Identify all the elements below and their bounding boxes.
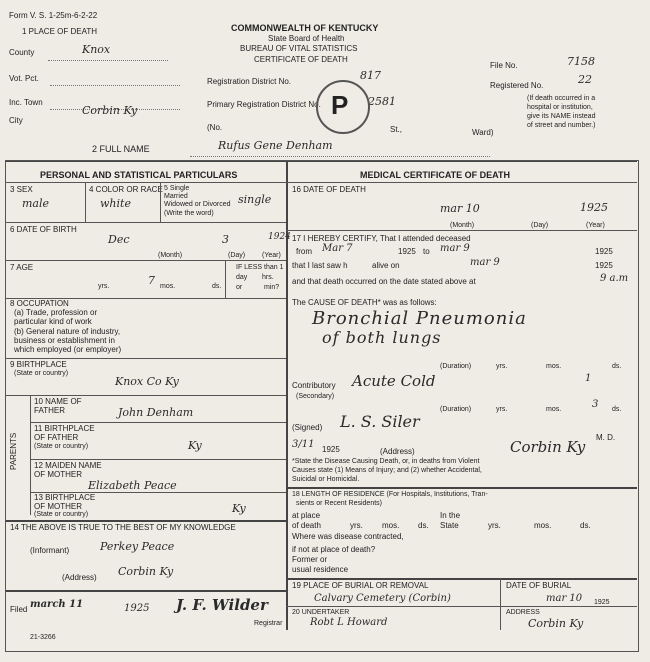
occupation-b-2: business or establishment in	[14, 336, 115, 345]
informant-address-value: Corbin Ky	[118, 565, 174, 578]
duration-ds-2: ds.	[612, 406, 622, 413]
stamp-letter: P	[331, 90, 349, 120]
birth-year-caption: (Year)	[262, 252, 281, 259]
mother-name-value: Elizabeth Peace	[88, 479, 177, 492]
birth-day-caption: (Day)	[228, 252, 246, 259]
residence-state: State	[440, 521, 459, 530]
age-label: 7 AGE	[10, 263, 34, 272]
marital-label-3: Widowed or Divorced	[164, 201, 231, 208]
vot-pct-label: Vot. Pct.	[9, 74, 39, 83]
duration-mos-2: mos.	[546, 406, 562, 413]
duration-ds-value: 3	[592, 399, 599, 410]
marital-label-4: (Write the word)	[164, 210, 214, 217]
informant-label: (Informant)	[30, 546, 70, 555]
if-less-4: or	[236, 284, 243, 291]
duration-ds-1: ds.	[612, 363, 622, 370]
cause-note-3: Suicidal or Homicidal.	[292, 476, 360, 483]
registration-district-value: 817	[360, 69, 381, 82]
hospital-note-3: give its NAME instead	[527, 113, 596, 120]
footer-code: 21-3266	[30, 634, 56, 641]
signed-address-label: (Address)	[380, 447, 415, 456]
mother-birthplace-label-1: 13 BIRTHPLACE	[34, 493, 96, 502]
residence-former: Former or	[292, 555, 328, 564]
birth-day: 3	[222, 233, 229, 246]
residence-usual: usual residence	[292, 565, 349, 574]
certify-to-year: 1925	[595, 247, 613, 256]
residence-of-death: of death	[292, 521, 321, 530]
hospital-note-2: hospital or institution,	[527, 104, 593, 111]
sex-label: 3 SEX	[10, 185, 33, 194]
death-month-caption: (Month)	[450, 222, 475, 229]
registrar-signature: J. F. Wilder	[176, 596, 268, 614]
birth-month-caption: (Month)	[158, 252, 183, 259]
contributory-sub: (Secondary)	[296, 393, 335, 400]
personal-header: PERSONAL AND STATISTICAL PARTICULARS	[40, 170, 238, 180]
undertaker-address-value: Corbin Ky	[528, 617, 584, 630]
undertaker-value: Robt L Howard	[310, 617, 388, 628]
undertaker-address-label: ADDRESS	[506, 609, 540, 616]
hospital-note-1: (If death occurred in a	[527, 95, 596, 102]
death-occurred-label: and that death occurred on the date stated above at	[292, 277, 476, 286]
county-label: County	[9, 48, 35, 57]
primary-registration-value: 2581	[368, 95, 396, 108]
birthplace-label: 9 BIRTHPLACE	[10, 360, 67, 369]
md-label: M. D.	[596, 433, 616, 442]
full-name-label: 2 FULL NAME	[92, 144, 150, 154]
age-mos-label: mos.	[160, 283, 176, 290]
registration-district-label: Registration District No.	[207, 77, 292, 86]
residence-line-2: sients or Recent Residents)	[296, 500, 382, 507]
death-time-value: 9 a.m	[600, 273, 629, 284]
file-no-value: 7158	[567, 55, 595, 68]
certify-from-label: from	[296, 247, 312, 256]
color-label: 4 COLOR OR RACE	[89, 185, 163, 194]
cause-line-1: Bronchial Pneumonia	[312, 308, 527, 329]
filed-year-value: 1925	[124, 603, 150, 614]
if-less-1: IF LESS than 1	[236, 264, 284, 271]
birthplace-sub: (State or country)	[14, 370, 69, 377]
father-birthplace-value: Ky	[188, 439, 202, 452]
informant-header: 14 THE ABOVE IS TRUE TO THE BEST OF MY KNOWLEDGE	[10, 523, 236, 532]
ward-label: Ward)	[472, 128, 494, 137]
burial-place-value: Calvary Cemetery (Corbin)	[314, 593, 451, 604]
marital-value: single	[238, 193, 272, 206]
mother-birthplace-label-3: (State or country)	[34, 511, 89, 518]
if-less-3: hrs.	[262, 274, 274, 281]
occupation-a-2: particular kind of work	[14, 317, 92, 326]
age-months-value: 7	[148, 274, 155, 287]
cause-note-2: Causes state (1) Means of Injury; and (2) whether Accidental,	[292, 467, 482, 474]
burial-date-value: mar 10	[546, 593, 583, 604]
street-no-label: (No.	[207, 123, 223, 132]
contributory-value: Acute Cold	[352, 372, 436, 390]
father-name-label-1: 10 NAME OF	[34, 397, 82, 406]
residence-state-yrs: yrs.	[488, 521, 501, 530]
duration-label-2: (Duration)	[440, 406, 472, 413]
mother-birthplace-value: Ky	[232, 502, 246, 515]
birth-date-label: 6 DATE OF BIRTH	[10, 225, 77, 234]
file-no-label: File No.	[490, 61, 518, 70]
alive-on-year: 1925	[595, 261, 613, 270]
occupation-label: 8 OCCUPATION	[10, 299, 69, 308]
cause-line-2: of both lungs	[322, 328, 442, 347]
contributory-label: Contributory	[292, 381, 336, 390]
alive-on-label-2: alive on	[372, 261, 400, 270]
contributory-mos-value: 1	[585, 373, 592, 384]
if-less-2: day	[236, 274, 248, 281]
sex-value: male	[22, 197, 50, 210]
parents-side-label: PARENTS	[9, 432, 18, 470]
form-number: Form V. S. 1-25m-6-2-22	[9, 11, 98, 20]
residence-yrs: yrs.	[350, 521, 363, 530]
full-name-value: Rufus Gene Denham	[218, 139, 333, 152]
county-value: Knox	[82, 43, 111, 56]
bureau-label: BUREAU OF VITAL STATISTICS	[240, 44, 358, 53]
residence-line-1: 18 LENGTH OF RESIDENCE (For Hospitals, Institutions, Tran-	[292, 491, 488, 498]
certify-from-value: Mar 7	[322, 243, 353, 254]
street-label: St.,	[390, 125, 403, 134]
filed-label: Filed	[10, 605, 28, 614]
signed-label: (Signed)	[292, 423, 323, 432]
burial-year-value: 1925	[594, 599, 610, 606]
father-birthplace-label-2: OF FATHER	[34, 433, 79, 442]
residence-at-place: at place	[292, 511, 321, 520]
death-date-label: 16 DATE OF DEATH	[292, 185, 366, 194]
certify-line: 17 I HEREBY CERTIFY, That I attended deceased	[292, 234, 471, 243]
filed-date-value: march 11	[30, 599, 84, 610]
death-date-value: mar 10	[440, 202, 480, 215]
father-name-value: John Denham	[118, 406, 194, 419]
occupation-b-1: (b) General nature of industry,	[14, 327, 121, 336]
death-year-value: 1925	[580, 201, 608, 214]
duration-mos-1: mos.	[546, 363, 562, 370]
signed-year: 1925	[322, 445, 340, 454]
birth-year: 1924	[268, 232, 291, 242]
cause-note-1: *State the Disease Causing Death, or, in deaths from Violent	[292, 458, 480, 465]
residence-in-the: In the	[440, 511, 461, 520]
marital-label-2: Married	[164, 193, 188, 200]
cause-label: The CAUSE OF DEATH* was as follows:	[292, 298, 437, 307]
residence-not-at-place: if not at place of death?	[292, 545, 376, 554]
city-label: City	[9, 116, 23, 125]
undertaker-label: 20 UNDERTAKER	[292, 609, 350, 616]
marital-label-1: 5 Single	[164, 185, 190, 192]
informant-address-label: (Address)	[62, 573, 97, 582]
certify-to-value: mar 9	[440, 243, 470, 254]
mother-birthplace-label-2: OF MOTHER	[34, 502, 82, 511]
age-ds-label: ds.	[212, 283, 222, 290]
duration-label-1: (Duration)	[440, 363, 472, 370]
city-value: Corbin Ky	[82, 104, 138, 117]
residence-contracted: Where was disease contracted,	[292, 532, 404, 541]
certify-from-year: 1925	[398, 247, 416, 256]
residence-state-ds: ds.	[580, 521, 591, 530]
hospital-note-4: of street and number.)	[527, 122, 596, 129]
duration-yrs-1: yrs.	[496, 363, 508, 370]
residence-ds: ds.	[418, 521, 429, 530]
registrar-label: Registrar	[254, 620, 283, 627]
certify-to-label: to	[423, 247, 430, 256]
primary-registration-label: Primary Registration District No.	[207, 100, 321, 109]
occupation-b-3: which employed (or employer)	[14, 345, 122, 354]
form-title: COMMONWEALTH OF KENTUCKY	[231, 23, 379, 33]
residence-state-mos: mos.	[534, 521, 552, 530]
duration-yrs-2: yrs.	[496, 406, 508, 413]
father-birthplace-label-1: 11 BIRTHPLACE	[34, 424, 95, 433]
alive-on-value: mar 9	[470, 257, 500, 268]
registered-no-label: Registered No.	[490, 81, 544, 90]
father-birthplace-label-3: (State or country)	[34, 443, 89, 450]
father-name-label-2: FATHER	[34, 406, 65, 415]
certificate-label: CERTIFICATE OF DEATH	[254, 55, 348, 64]
color-value: white	[100, 197, 131, 210]
if-less-5: min?	[264, 284, 280, 291]
medical-header: MEDICAL CERTIFICATE OF DEATH	[360, 170, 510, 180]
physician-signature: L. S. Siler	[340, 412, 420, 431]
occupation-a-1: (a) Trade, profession or	[14, 308, 98, 317]
registrar-stamp	[316, 80, 370, 134]
place-of-death-label: 1 PLACE OF DEATH	[22, 27, 97, 36]
age-yrs-label: yrs.	[98, 283, 110, 290]
alive-on-label: that I last saw h	[292, 261, 348, 270]
death-year-caption: (Year)	[586, 222, 605, 229]
death-day-caption: (Day)	[531, 222, 549, 229]
signed-date: 3/11	[292, 439, 315, 450]
residence-mos: mos.	[382, 521, 400, 530]
mother-name-label-1: 12 MAIDEN NAME	[34, 461, 102, 470]
burial-date-label: DATE OF BURIAL	[506, 581, 572, 590]
informant-value: Perkey Peace	[100, 540, 175, 553]
inc-town-label: Inc. Town	[9, 98, 43, 107]
birth-month: Dec	[108, 233, 130, 246]
birthplace-value: Knox Co Ky	[115, 375, 179, 388]
signed-address-value: Corbin Ky	[510, 438, 586, 456]
registered-no-value: 22	[578, 73, 592, 86]
board-label: State Board of Health	[268, 34, 345, 43]
mother-name-label-2: OF MOTHER	[34, 470, 82, 479]
burial-place-label: 19 PLACE OF BURIAL OR REMOVAL	[292, 581, 429, 590]
